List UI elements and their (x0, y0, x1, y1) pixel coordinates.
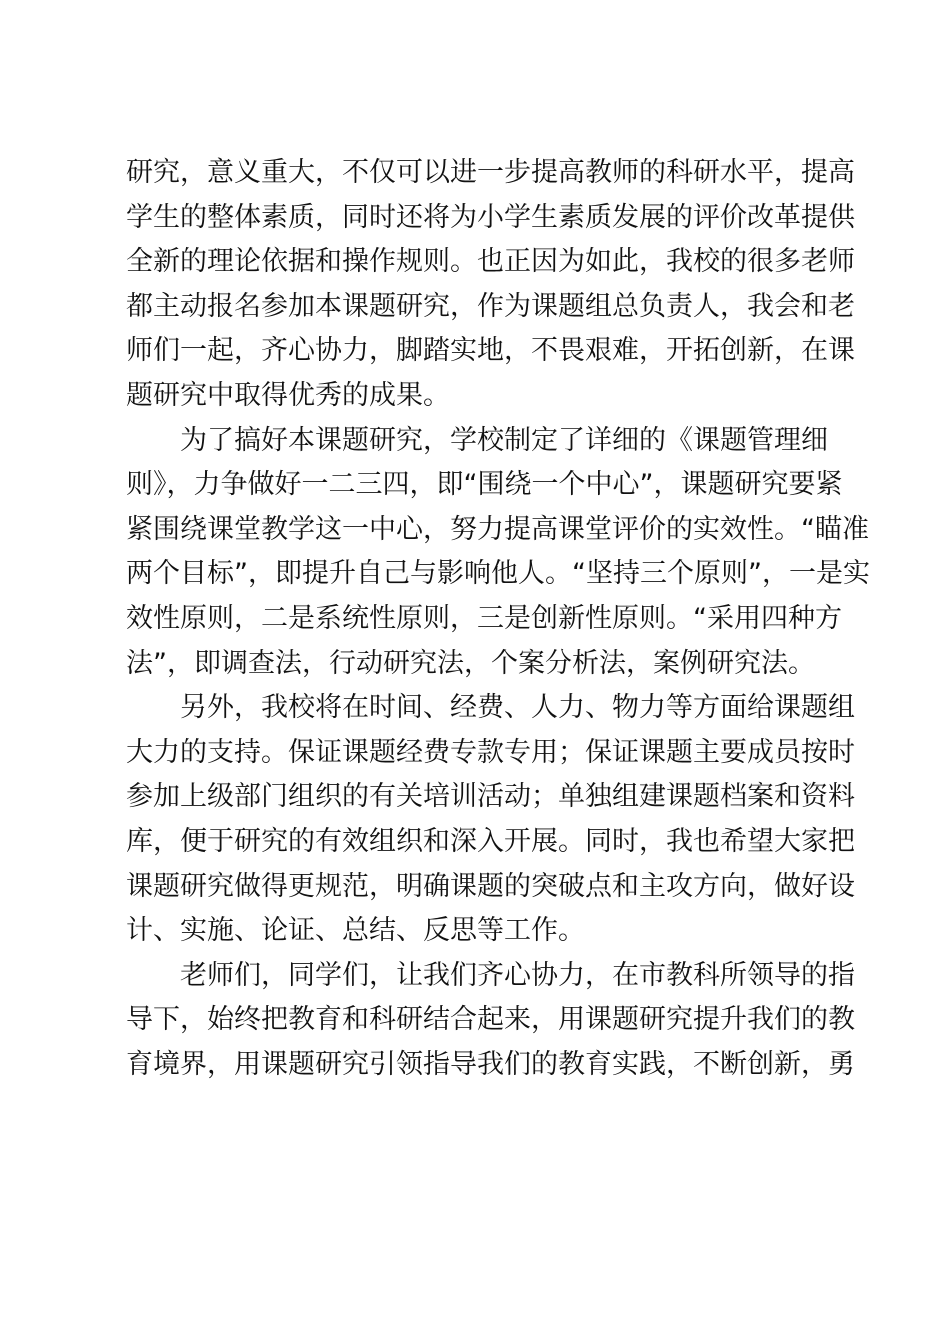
text-line: 育境界，用课题研究引领指导我们的教育实践，不断创新，勇 (126, 1048, 855, 1080)
text-line: 两个目标”，即提升自己与影响他人。“坚持三个原则”，一是实 (126, 558, 870, 590)
text-line: 紧围绕课堂教学这一中心，努力提高课堂评价的实效性。“瞄准 (126, 513, 869, 545)
text-line: 全新的理论依据和操作规则。也正因为如此，我校的很多老师 (126, 246, 855, 278)
text-line: 学生的整体素质，同时还将为小学生素质发展的评价改革提供 (126, 201, 855, 233)
text-line: 导下，始终把教育和科研结合起来，用课题研究提升我们的教 (126, 1004, 855, 1036)
text-line: 参加上级部门组织的有关培训活动；单独组建课题档案和资料 (126, 781, 855, 813)
text-line: 研究，意义重大，不仅可以进一步提高教师的科研水平，提高 (126, 157, 855, 188)
text-line: 法”，即调查法，行动研究法，个案分析法，案例研究法。 (126, 647, 815, 679)
text-line: 师们一起，齐心协力，脚踏实地，不畏艰难，开拓创新，在课 (126, 335, 855, 367)
text-line: 库，便于研究的有效组织和深入开展。同时，我也希望大家把 (126, 825, 855, 857)
paragraph-first-line: 为了搞好本课题研究，学校制定了详细的《课题管理细 (180, 424, 828, 456)
body-text (126, 151, 870, 1087)
text-line: 题研究中取得优秀的成果。 (126, 379, 450, 411)
paragraph-first-line: 另外，我校将在时间、经费、人力、物力等方面给课题组 (180, 692, 855, 724)
text-line: 课题研究做得更规范，明确课题的突破点和主攻方向，做好设 (126, 870, 855, 902)
text-line: 则》，力争做好一二三四，即“围绕一个中心”，课题研究要紧 (126, 469, 843, 501)
text-line: 效性原则，二是系统性原则，三是创新性原则。“采用四种方 (126, 602, 842, 634)
text-line: 都主动报名参加本课题研究，作为课题组总负责人，我会和老 (126, 290, 855, 322)
paragraph-first-line: 老师们，同学们，让我们齐心协力，在市教科所领导的指 (180, 959, 855, 991)
text-line: 计、实施、论证、总结、反思等工作。 (126, 915, 585, 947)
text-line: 大力的支持。保证课题经费专款专用；保证课题主要成员按时 (126, 736, 855, 768)
